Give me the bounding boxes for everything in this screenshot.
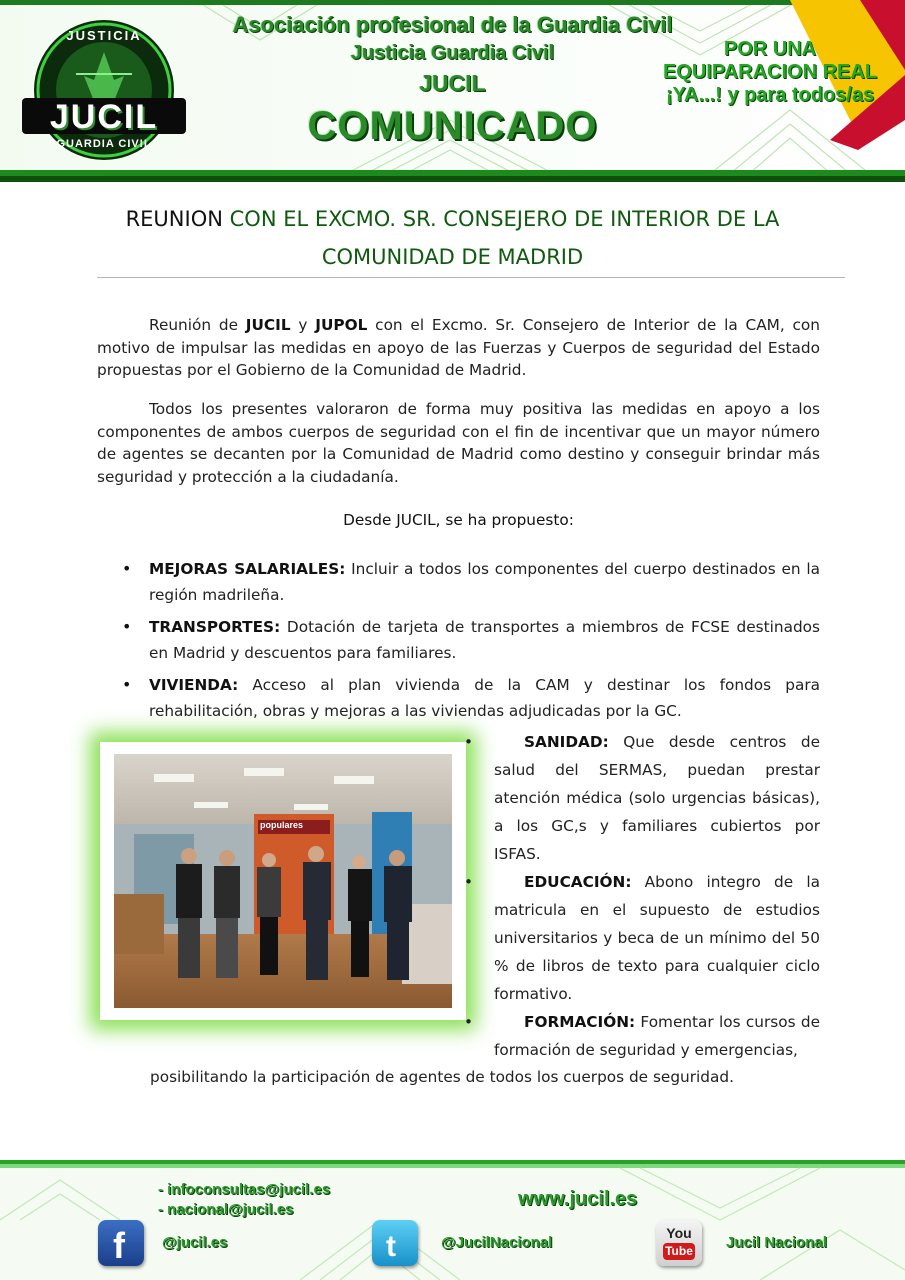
list-item-term: TRANSPORTES:: [149, 618, 281, 636]
facebook-icon[interactable]: [98, 1220, 144, 1266]
paragraph-2: Todos los presentes valoraron de forma muy positiva las medidas en apoyo a los componentes de ambos cuerpos de seguridad con el fin de incentivar que un mayor número de agentes se decanten por la Comunidad de Madrid como destino y conseguir brindar más seguridad y protección a la ciudadanía.: [97, 400, 820, 486]
proposal-list: [120, 556, 820, 730]
slogan-line-2: EQUIPARACION REAL: [662, 61, 878, 83]
list-item: [464, 728, 820, 868]
document-title: [60, 200, 845, 276]
title-line-1: [60, 200, 845, 238]
list-item: [464, 868, 820, 1008]
closing-line: posibilitando la participación de agentes de todos los cuerpos de seguridad.: [150, 1068, 734, 1086]
p1-jucil: JUCIL: [245, 316, 291, 334]
youtube-channel[interactable]: Jucil Nacional: [726, 1234, 827, 1251]
proposal-intro: Desde JUCIL, se ha propuesto:: [343, 511, 574, 529]
letterhead-footer: [0, 1160, 905, 1280]
p1-text-a: Reunión de: [149, 316, 246, 334]
meeting-photo: [114, 754, 452, 1008]
twitter-handle[interactable]: @JucilNacional: [441, 1234, 553, 1251]
title-line-1-rest: CON EL EXCMO. SR. CONSEJERO DE INTERIOR DE LA: [229, 207, 780, 231]
youtube-icon-text-top: You: [666, 1225, 692, 1241]
letterhead-header: [0, 0, 905, 182]
title-divider: [97, 277, 845, 278]
list-item-term: EDUCACIÓN:: [524, 873, 632, 891]
p1-text-b: y: [290, 316, 316, 334]
list-item-text: Dotación de tarjeta de transportes a miembros de FCSE destinados en Madrid y descuentos para familiares.: [149, 618, 820, 662]
communique-heading: COMUNICADO: [307, 104, 598, 148]
email-infoconsultas[interactable]: - infoconsultas@jucil.es: [158, 1181, 331, 1198]
logo-bottom-text: GUARDIA CIVIL: [56, 138, 152, 150]
association-subtitle: Justicia Guardia Civil: [350, 42, 555, 64]
bullet-dot: •: [464, 873, 474, 891]
paragraph-1: [97, 314, 820, 382]
list-item: [120, 672, 820, 724]
website-link[interactable]: www.jucil.es: [518, 1188, 638, 1210]
bullet-dot: •: [464, 1013, 474, 1031]
svg-text:t: t: [386, 1230, 396, 1263]
logo-main-text: JUCIL: [49, 98, 159, 136]
list-item-text: Que desde centros de salud del SERMAS, puedan prestar atención médica (solo urgencias básicas), a los GC,s y familiares cubiertos por ISFAS.: [494, 733, 820, 863]
photo-banner-text: populares: [260, 820, 304, 830]
youtube-icon-text-bottom: Tube: [663, 1243, 695, 1260]
twitter-icon[interactable]: [372, 1220, 418, 1266]
list-item-term: MEJORAS SALARIALES:: [149, 560, 346, 578]
list-item: [464, 1008, 820, 1064]
p1-jupol: JUPOL: [315, 316, 368, 334]
slogan-line-1: POR UNA: [723, 38, 817, 60]
email-nacional[interactable]: - nacional@jucil.es: [158, 1201, 294, 1218]
p1-text-c: con el Excmo. Sr. Consejero de Interior de la CAM, con motivo de impulsar las medidas en apoyo de las Fuerzas y Cuerpos de seguridad del Estado propuestas por el Gobierno de la Comunidad de Madrid.: [97, 316, 820, 379]
title-line-2: COMUNIDAD DE MADRID: [321, 245, 584, 269]
svg-text:f: f: [113, 1225, 125, 1266]
association-name: Asociación profesional de la Guardia Civil: [232, 12, 673, 37]
list-item-term: SANIDAD:: [524, 733, 609, 751]
list-item-term: VIVIENDA:: [149, 676, 239, 694]
list-item-text: Fomentar los cursos de formación de seguridad y emergencias,: [494, 1013, 820, 1059]
bullet-dot: •: [464, 733, 474, 751]
list-item-text: Acceso al plan vivienda de la CAM y destinar los fondos para rehabilitación, obras y mejoras a las viviendas adjudicadas por la GC.: [149, 676, 820, 720]
youtube-icon[interactable]: [656, 1220, 702, 1266]
list-item-text: Incluir a todos los componentes del cuerpo destinados en la región madrileña.: [149, 560, 820, 604]
list-item: [120, 556, 820, 608]
list-item: [120, 614, 820, 666]
association-acronym: JUCIL: [419, 70, 486, 96]
facebook-handle[interactable]: @jucil.es: [162, 1234, 228, 1251]
proposal-list-continued: [464, 728, 820, 1064]
logo-top-text: JUSTICIA: [66, 28, 142, 43]
list-item-term: FORMACIÓN:: [524, 1013, 636, 1031]
meeting-photo-frame: [100, 742, 466, 1020]
slogan-line-3: ¡YA...! y para todos/as: [665, 84, 875, 106]
slogan: [655, 38, 885, 107]
title-first-word: REUNION: [125, 207, 223, 231]
list-item-text: Abono integro de la matricula en el supuesto de estudios universitarios y beca de un mínimo del 50 % de libros de texto para cualquier ciclo formativo.: [494, 873, 820, 1003]
